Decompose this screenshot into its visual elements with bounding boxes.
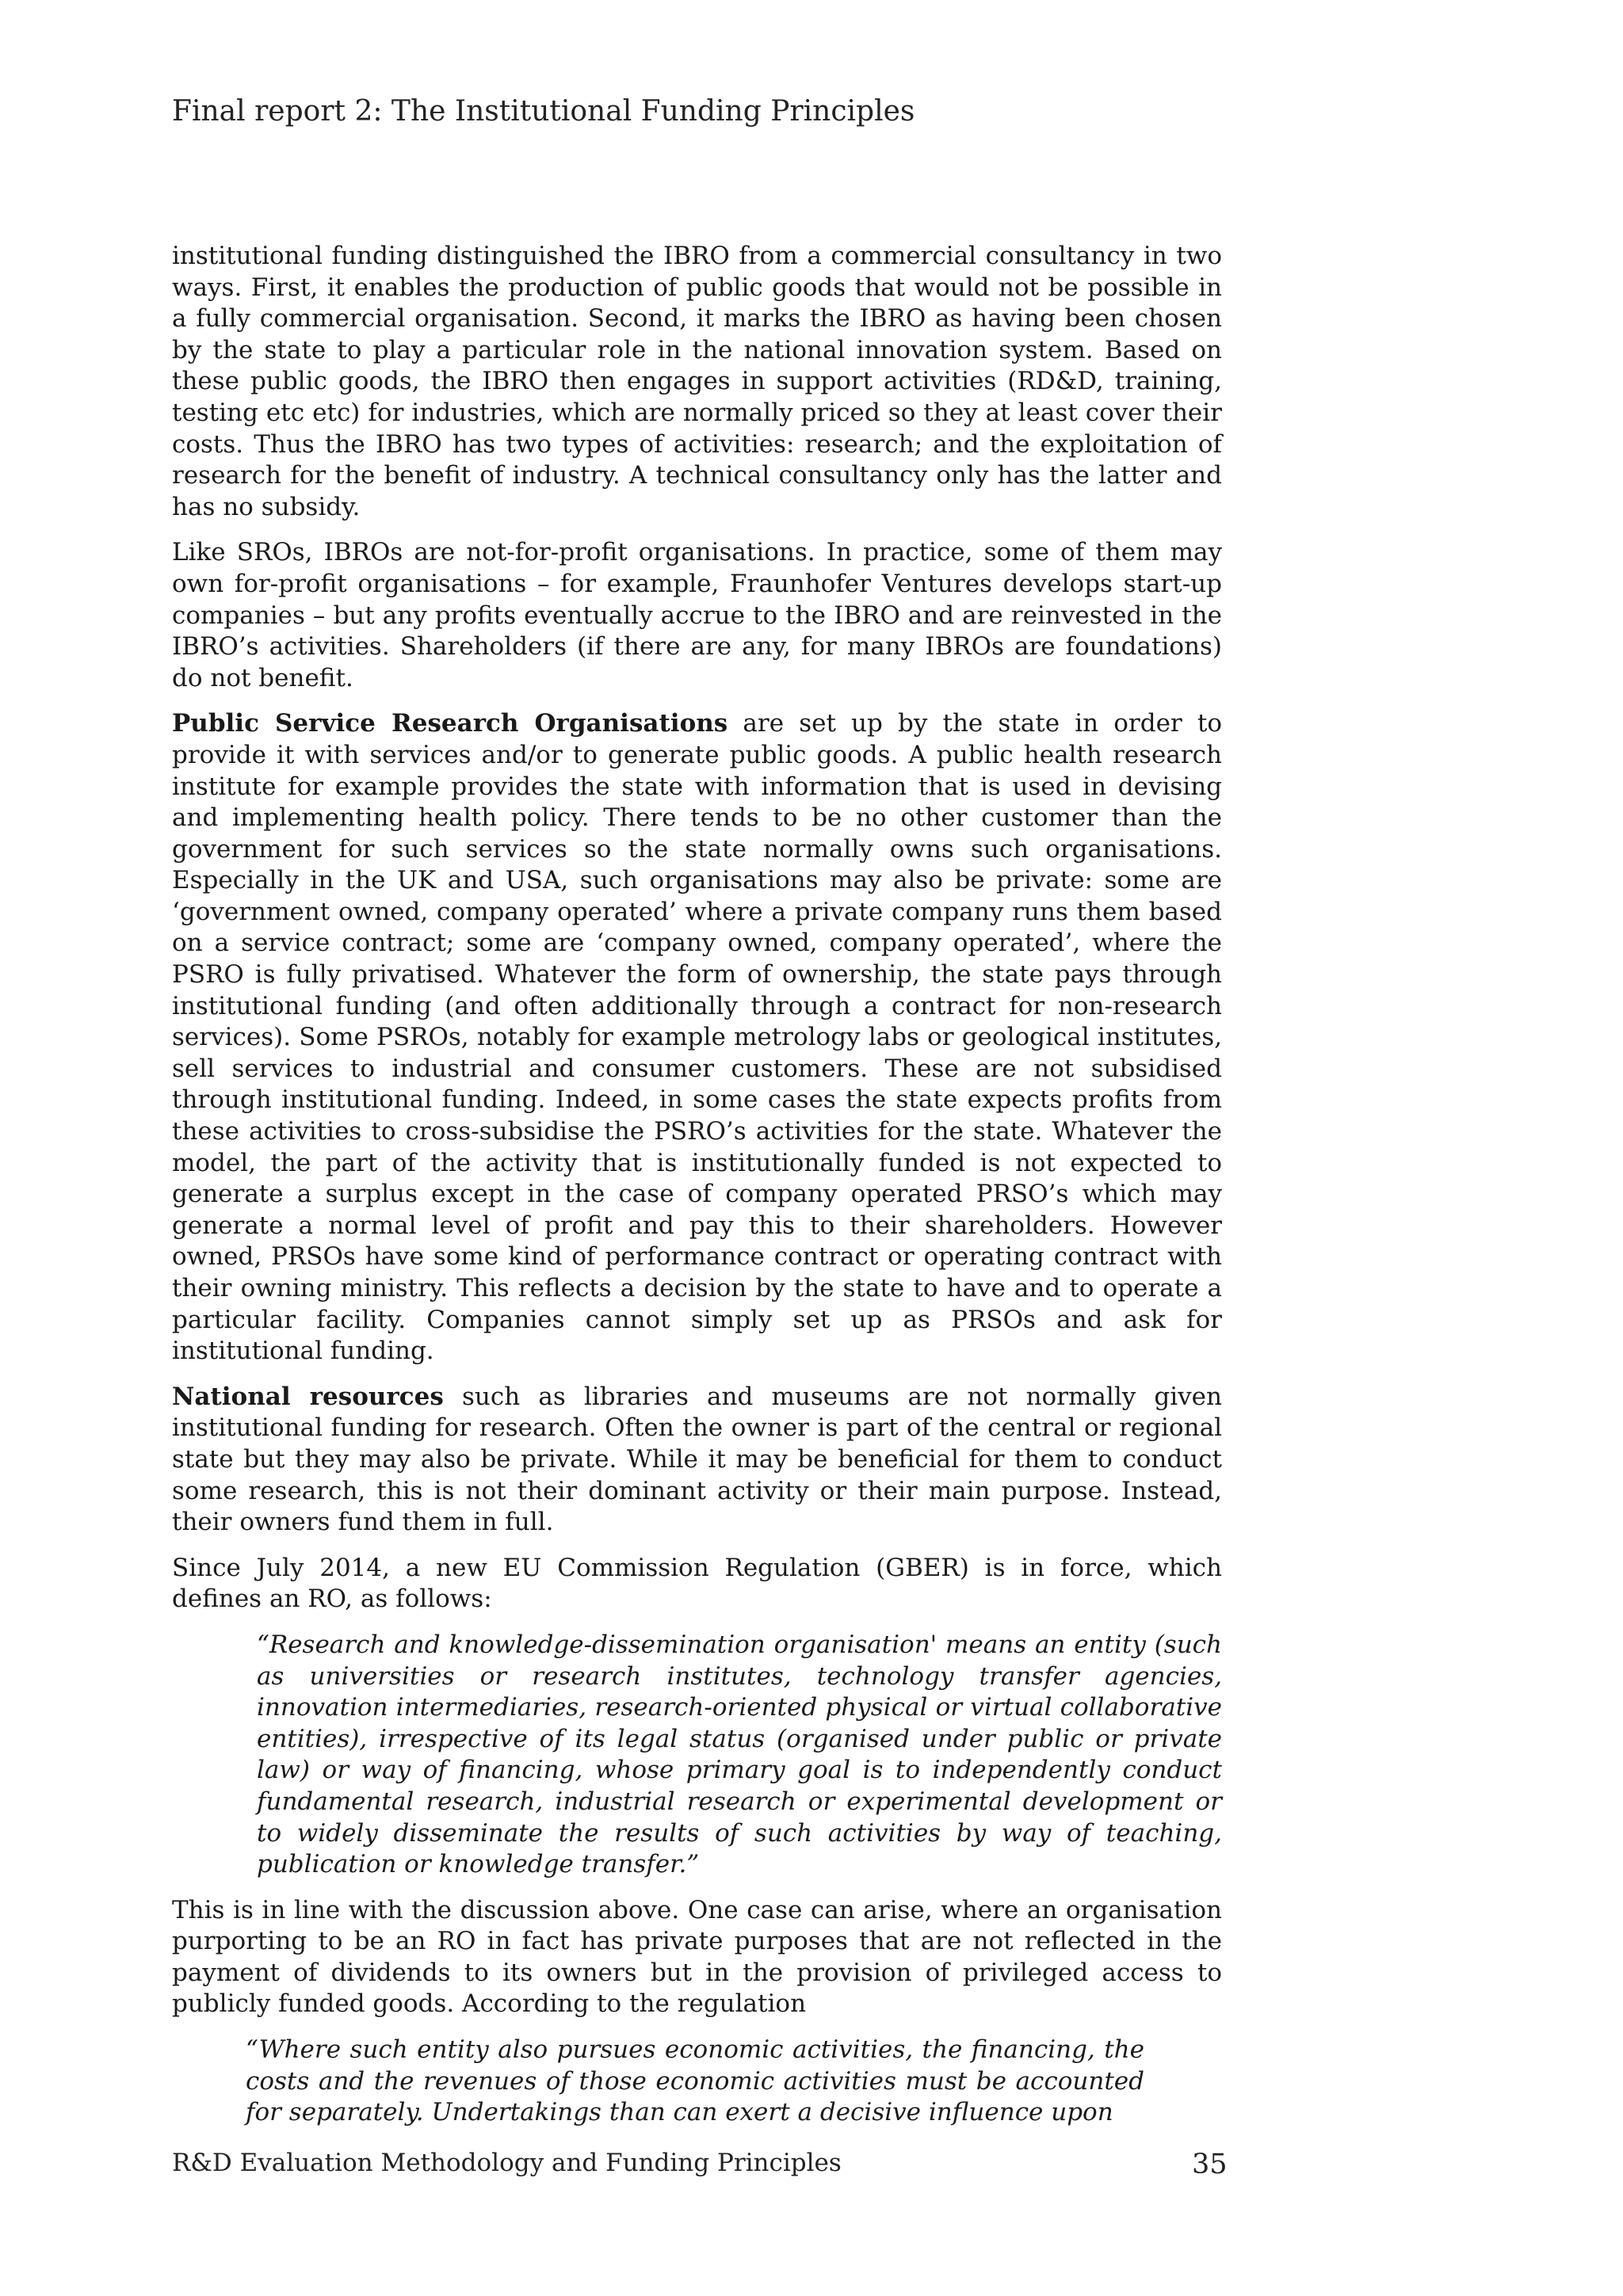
page-number: 35 [1192,2149,1228,2180]
paragraph-psro-text: are set up by the state in order to provide it with services and/or to generate public goods. A public health research institute for example provides the state with information that is used in devising and implementing health policy. There tends to be no other customer than the government for such services so the state normally owns such organisations. Especially in the UK and USA, such organisations may also be private: some are ‘government owned, company operated’ where a private company runs them based on a service contract; some are ‘company owned, company operated’, where the PSRO is fully privatised. Whatever the form of ownership, the state pays through institutional funding (and often additionally through a contract for non-research services). Some PSROs, notably for example metrology labs or geological institutes, sell services to industrial and consumer customers. These are not subsidised through institutional funding. Indeed, in some cases the state expects profits from these activities to cross-subsidise the PSRO’s activities for the state. Whatever the model, the part of the activity that is institutionally funded is not expected to generate a surplus except in the case of company operated PRSO’s which may generate a normal level of profit and pay this to their shareholders. However owned, PRSOs have some kind of performance contract or operating contract with their owning ministry. This reflects a decision by the state to have and to operate a particular facility. Companies cannot simply set up as PRSOs and ask for institutional funding. [172,709,1222,1366]
footer-title: R&D Evaluation Methodology and Funding Principles [172,2149,842,2177]
paragraph-gber: Since July 2014, a new EU Commission Regulation (GBER) is in force, which defines an RO, as follows: [172,1553,1222,1614]
paragraph-discussion: This is in line with the discussion above. One case can arise, where an organisation purporting to be an RO in fact has private purposes that are not reflected in the payment of dividends to its owners but in the provision of privileged access to publicly funded goods. According to the regulation [172,1895,1222,2019]
body-text [172,241,1222,2129]
paragraph-psro [172,708,1222,1367]
term-national-resources: National resources [172,1382,444,1411]
running-header: Final report 2: The Institutional Funding Principles [172,95,915,128]
paragraph-national-resources [172,1382,1222,1539]
paragraph-national-resources-text: such as libraries and museums are not normally given institutional funding for research. Often the owner is part of the central or regional state but they may also be private. While it may be beneficial for them to conduct some research, this is not their dominant activity or their main purpose. Instead, their owners fund them in full. [172,1382,1222,1537]
paragraph-not-for-profit: Like SROs, IBROs are not-for-profit organisations. In practice, some of them may own for-profit organisations – for example, Fraunhofer Ventures develops start-up companies – but any profits eventually accrue to the IBRO and are reinvested in the IBRO’s activities. Shareholders (if there are any, for many IBROs are foundations) do not benefit. [172,538,1222,692]
paragraph-ibro-funding: institutional funding distinguished the IBRO from a commercial consultancy in two ways. First, it enables the production of public goods that would not be possible in a fully commercial organisation. Second, it marks the IBRO as having been chosen by the state to play a particular role in the national innovation system. Based on these public goods, the IBRO then engages in support activities (RD&D, training, testing etc etc) for industries, which are normally priced so they at least cover their costs. Thus the IBRO has two types of activities: research; and the exploitation of research for the benefit of industry. A technical consultancy only has the latter and has no subsidy. [172,242,1222,521]
quote-ro-definition: “Research and knowledge-dissemination organisation' means an entity (such as universities or research institutes, technology transfer agencies, innovation intermediaries, research-oriented physical or virtual collaborative entities), irrespective of its legal status (organised under public or private law) or way of financing, whose primary goal is to independently conduct fundamental research, industrial research or experimental development or to widely disseminate the results of such activities by way of teaching, publication or knowledge transfer.” [257,1630,1222,1879]
term-psro: Public Service Research Organisations [172,709,728,738]
quote-economic-activities: “Where such entity also pursues economic activities, the financing, the costs and the revenues of those economic activities must be accounted for separately. Undertakings than can exert a decisive influence upon [246,2035,1144,2127]
